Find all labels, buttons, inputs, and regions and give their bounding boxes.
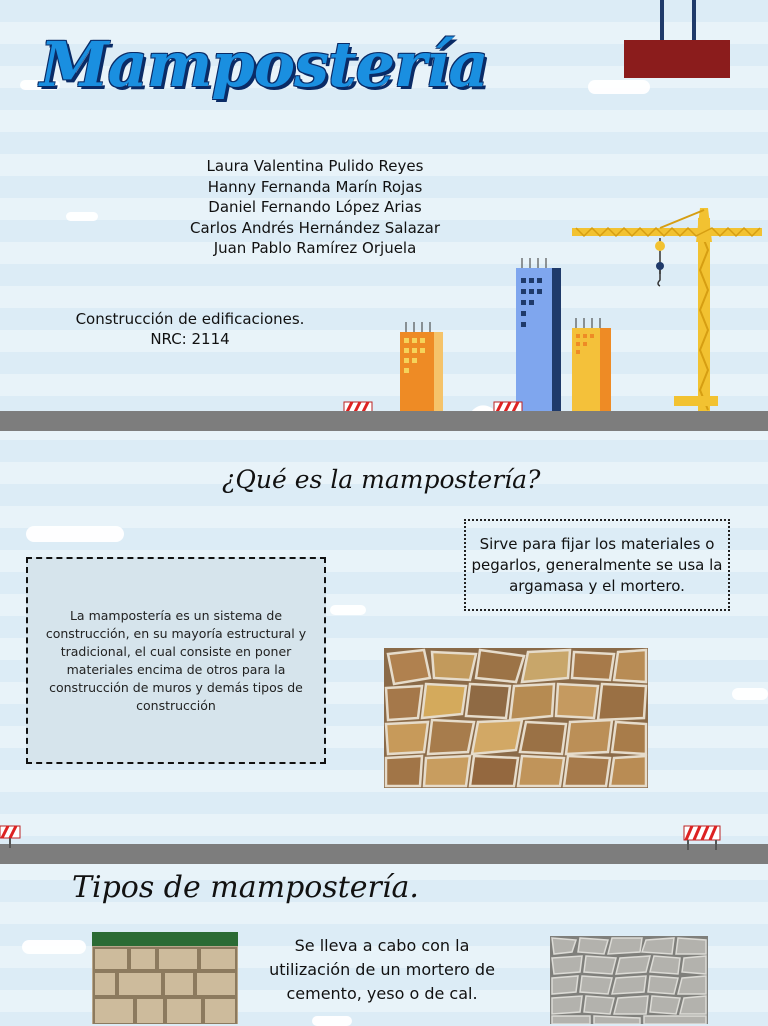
- sign-board: [624, 40, 730, 78]
- hanging-sign: [622, 0, 732, 80]
- cable: [692, 0, 696, 42]
- road: [0, 844, 768, 864]
- binding-note-text: Sirve para fijar los materiales o pegarlos, generalmente se usa la argamasa y el mortero.: [471, 534, 723, 595]
- barrier-icon: [682, 824, 722, 854]
- section-title-types: Tipos de mampostería.: [72, 870, 419, 905]
- cloud: [66, 212, 98, 221]
- binding-note-box: [464, 519, 730, 611]
- ashlar-wall-image: [92, 932, 238, 1024]
- mortar-note-text: Se lleva a cabo con la utilización de un mortero de cemento, yeso o de cal.: [269, 936, 495, 1003]
- cloud: [22, 940, 86, 954]
- definition-text: La mampostería es un sistema de construcción, en su mayoría estructural y tradicional, el cual consiste en poner materiales encima de otros para la construcción de muros y demás tipos de construcción: [45, 607, 307, 713]
- barrier-icon: [0, 824, 22, 852]
- blue-building: [516, 258, 561, 416]
- cloud: [26, 526, 124, 542]
- cable: [660, 0, 664, 42]
- section-title-what: ¿Qué es la mampostería?: [222, 465, 541, 494]
- construction-illustration: [280, 200, 768, 432]
- cloud: [312, 1016, 352, 1026]
- cloud: [588, 80, 650, 94]
- yellow-building: [572, 318, 611, 416]
- author-name: Hanny Fernanda Marín Rojas: [207, 177, 423, 196]
- page-title: Mampostería: [40, 28, 488, 101]
- author-name: Juan Pablo Ramírez Orjuela: [213, 239, 417, 257]
- author-name: Laura Valentina Pulido Reyes: [206, 157, 424, 175]
- course-name: Construcción de edificaciones.: [75, 310, 305, 328]
- author-name: Carlos Andrés Hernández Salazar: [189, 218, 440, 237]
- cloud: [732, 688, 768, 700]
- road: [0, 411, 768, 431]
- author-name: Daniel Fernando López Arias: [208, 198, 422, 216]
- orange-building: [400, 322, 443, 416]
- course-nrc: NRC: 2114: [150, 330, 230, 348]
- definition-box: [26, 557, 326, 764]
- stone-wall-image: [384, 648, 648, 788]
- cloud: [330, 605, 366, 615]
- rubble-wall-image: [550, 936, 708, 1024]
